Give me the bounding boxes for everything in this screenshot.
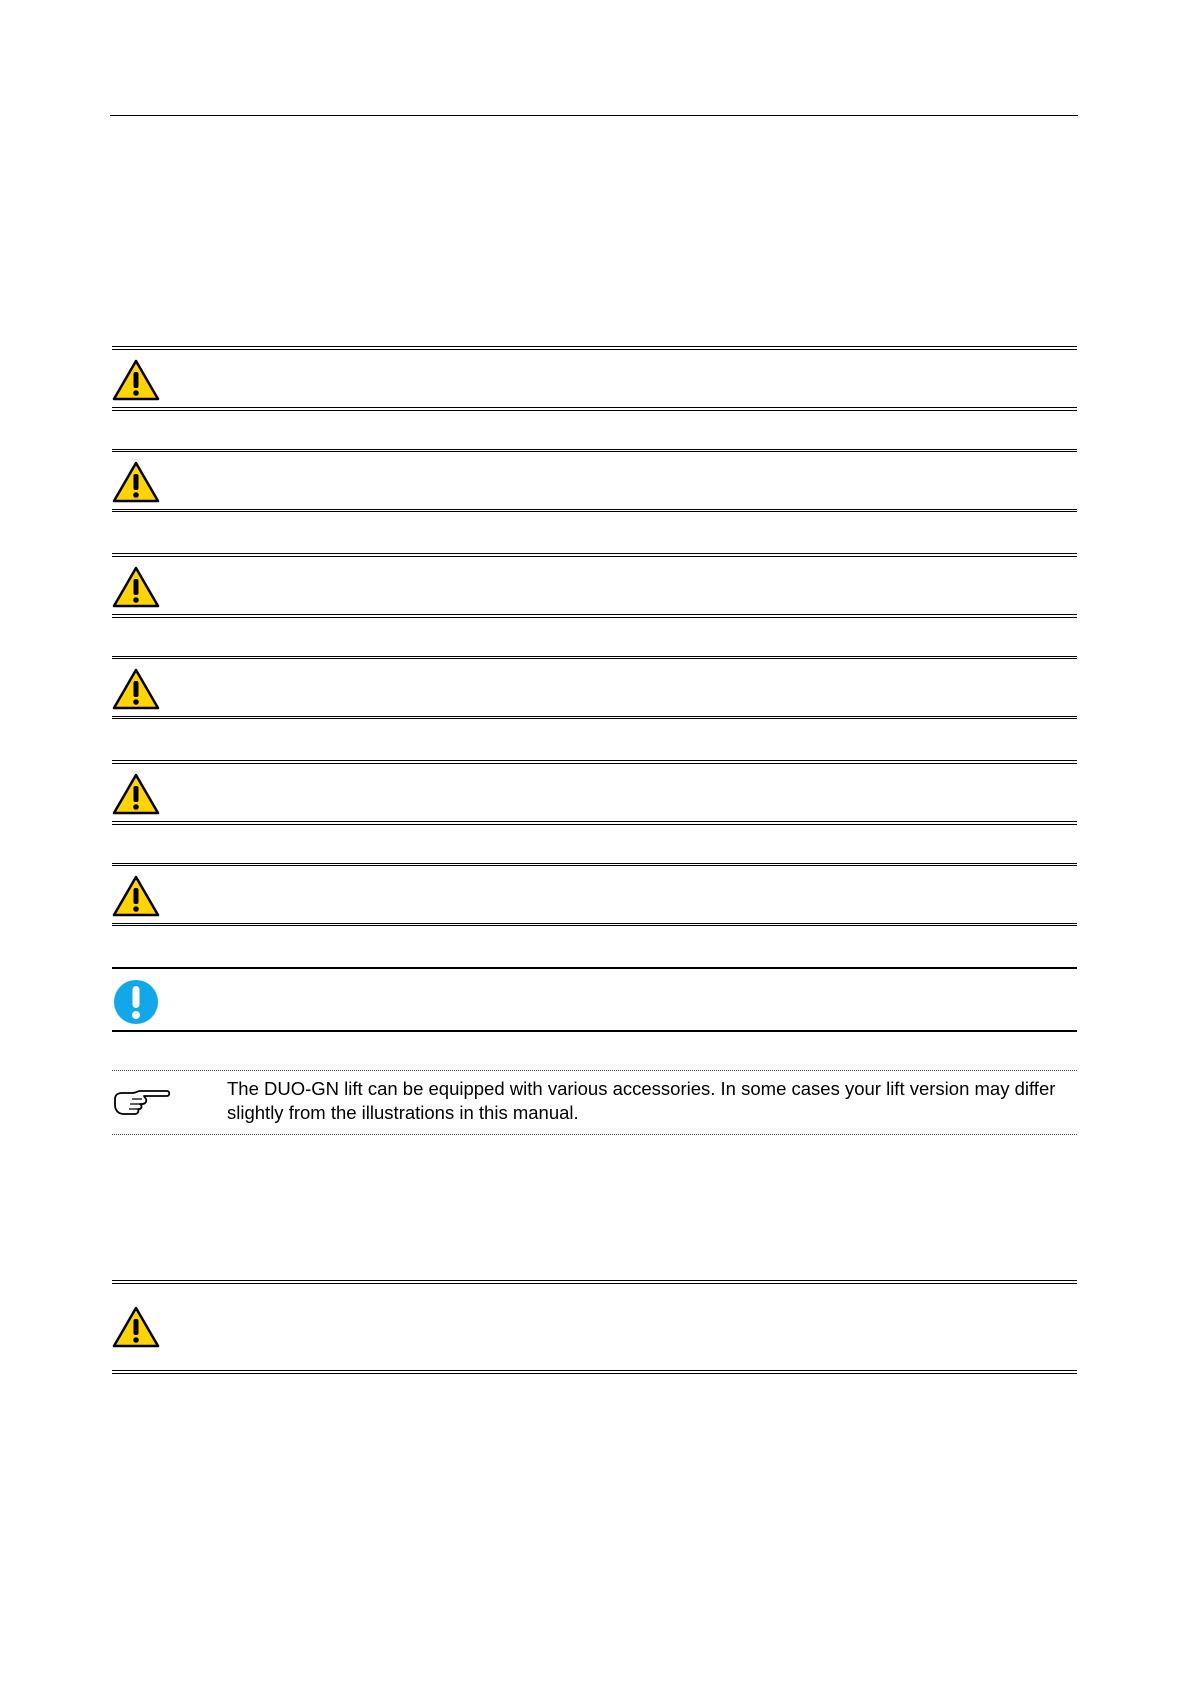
warning-triangle-icon bbox=[112, 668, 160, 710]
warning-box bbox=[112, 553, 1077, 618]
warning-box bbox=[112, 656, 1077, 719]
hint-note-box bbox=[112, 1070, 1077, 1135]
warning-triangle-icon bbox=[112, 359, 160, 401]
warning-triangle-icon bbox=[112, 461, 160, 503]
header-rule bbox=[110, 115, 1078, 116]
warning-triangle-icon bbox=[112, 773, 160, 815]
warning-box bbox=[112, 863, 1077, 926]
warning-box bbox=[112, 1280, 1077, 1374]
warning-triangle-icon bbox=[112, 875, 160, 917]
warning-triangle-icon bbox=[112, 566, 160, 608]
note-text: The DUO-GN lift can be equipped with various accessories. In some cases your lift version may differ slightly from the illustrations in this manual. bbox=[227, 1078, 1056, 1123]
pointing-hand-icon bbox=[112, 1087, 172, 1117]
notice-box bbox=[112, 967, 1077, 1032]
warning-triangle-icon bbox=[112, 1306, 160, 1348]
exclamation-circle-icon bbox=[112, 978, 160, 1026]
warning-box bbox=[112, 346, 1077, 411]
warning-box bbox=[112, 760, 1077, 825]
warning-box bbox=[112, 449, 1077, 512]
